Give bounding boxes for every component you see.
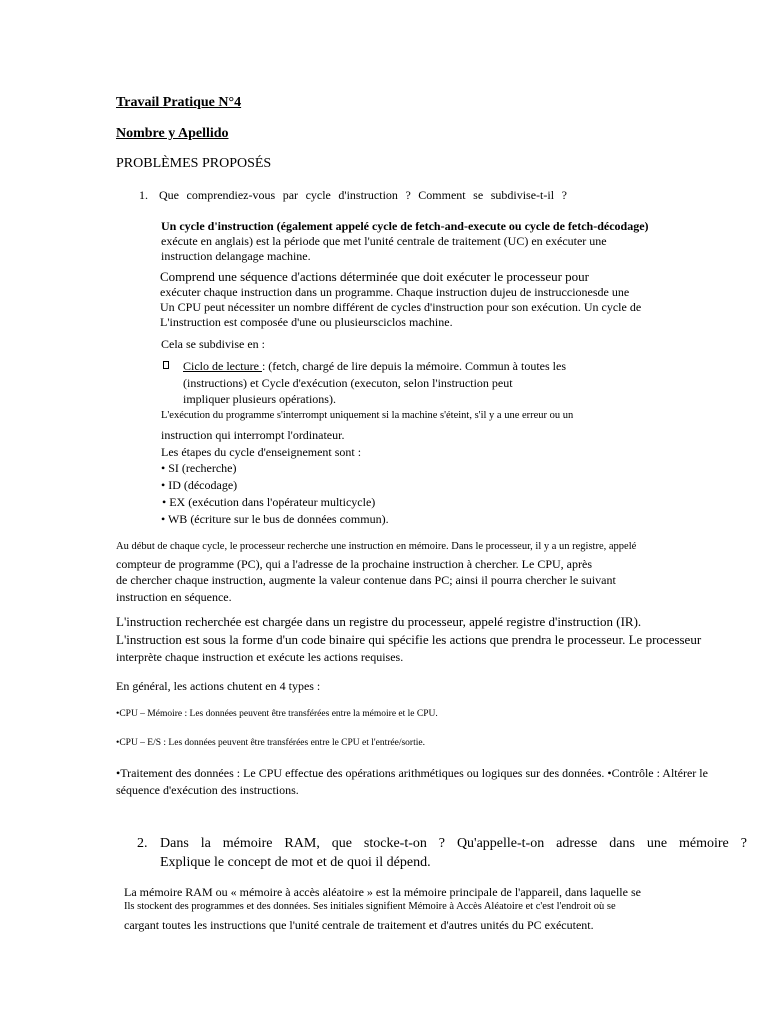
question-1-text: [159, 189, 567, 201]
q2-word: RAM,: [284, 836, 320, 851]
q1-paragraph-line: Un CPU peut nécessiter un nombre différent de cycles d'instruction pour son exécution. Un cycle de: [160, 300, 642, 314]
paragraph-2-line: L'instruction recherchée est chargée dans un registre du processeur, appelé registre d'instruction (IR).: [116, 614, 642, 629]
paragraph-1-line: Au début de chaque cycle, le processeur recherche une instruction en mémoire. Dans le processeur, il y a un registre, appelé: [116, 541, 637, 552]
question-2-line: Explique le concept de mot et de quoi il dépend.: [160, 855, 431, 870]
q1-word: par: [282, 188, 299, 202]
q2-word: dans: [609, 836, 635, 851]
q1-subdivision-intro: Cela se subdivise en :: [161, 337, 265, 351]
type-item: •CPU – E/S : Les données peuvent être transférées entre le CPU et l'entrée/sortie.: [116, 738, 425, 748]
paragraph-2-line: L'instruction est sous la forme d'un code binaire qui spécifie les actions que prendra le processeur. Le processeur: [116, 632, 702, 647]
q2-word: que: [331, 836, 352, 851]
q1-word: se: [473, 188, 484, 202]
q1-word: Que: [159, 188, 179, 202]
q2-word: adresse: [556, 836, 598, 851]
q1-word: Comment: [418, 188, 466, 202]
answer-2-line: cargant toutes les instructions que l'unité centrale de traitement et d'autres unités du PC exécutent.: [124, 918, 594, 932]
q1-word: subdivise-t-il: [490, 188, 555, 202]
q1-step-item: • WB (écriture sur le bus de données commun).: [161, 512, 389, 526]
q1-word: comprendiez-vous: [186, 188, 276, 202]
q1-step-item: • EX (exécution dans l'opérateur multicycle): [162, 495, 376, 509]
q2-word: mémoire: [679, 836, 729, 851]
q2-word: ?: [740, 836, 747, 851]
q2-word: Dans: [160, 836, 189, 851]
types-intro: En général, les actions chutent en 4 types :: [116, 679, 321, 693]
q1-bullet-line: [183, 360, 566, 372]
q2-word: la: [200, 836, 211, 851]
q1-word: ?: [561, 188, 567, 202]
q1-paragraph-line: Comprend une séquence d'actions déterminée que doit exécuter le processeur pour: [160, 269, 590, 284]
q1-definition-line: instruction delangage machine.: [161, 249, 311, 263]
section-heading: PROBLÈMES PROPOSÉS: [116, 156, 272, 171]
q1-word: d'instruction: [338, 188, 398, 202]
q1-execution-line: instruction qui interrompt l'ordinateur.: [161, 428, 345, 442]
paragraph-1-line: compteur de programme (PC), qui a l'adresse de la prochaine instruction à chercher. Le CPU, après: [116, 557, 592, 571]
document-title: Travail Pratique N°4: [116, 95, 242, 110]
q2-word: Qu'appelle-t-on: [456, 836, 545, 851]
q1-execution-line: L'exécution du programme s'interrompt uniquement si la machine s'éteint, s'il y a une erreur ou un: [161, 410, 574, 421]
question-2-text: [160, 837, 747, 851]
answer-2-line: Ils stockent des programmes et des données. Ses initiales signifient Mémoire à Accès Aléatoire et c'est l'endroit où se: [124, 901, 616, 912]
q1-step-item: • ID (décodage): [161, 478, 238, 492]
square-bullet-icon: [163, 361, 169, 369]
fetch-cycle-term: Ciclo de lecture: [183, 359, 262, 373]
q1-definition-line: exécute en anglais) est la période que met l'unité centrale de traitement (UC) en exécuter une: [161, 234, 607, 248]
type-item: •Traitement des données : Le CPU effectue des opérations arithmétiques ou logiques sur des données. •Contrôle : Altérer le: [116, 766, 708, 780]
type-item: •CPU – Mémoire : Les données peuvent être transférées entre la mémoire et le CPU.: [116, 709, 438, 719]
q1-paragraph-line: L'instruction est composée d'une ou plusieursciclos machine.: [160, 315, 453, 329]
student-name-label: Nombre y Apellido: [116, 126, 229, 141]
question-1-number: 1.: [139, 188, 148, 202]
paragraph-2-line: interprète chaque instruction et exécute les actions requises.: [116, 650, 404, 664]
q1-paragraph-line: exécuter chaque instruction dans un programme. Chaque instruction dujeu de instruccionesde une: [160, 285, 630, 299]
q1-bullet-line: (instructions) et Cycle d'exécution (executon, selon l'instruction peut: [183, 376, 513, 390]
paragraph-1-line: de chercher chaque instruction, augmente la valeur contenue dans PC; ainsi il pourra chercher le suivant: [116, 573, 616, 587]
q1-step-item: • SI (recherche): [161, 461, 237, 475]
question-2-number: 2.: [137, 836, 148, 851]
q2-word: une: [646, 836, 668, 851]
q1-bullet-line: impliquer plusieurs opérations).: [183, 392, 336, 406]
type-item: séquence d'exécution des instructions.: [116, 783, 299, 797]
paragraph-1-line: instruction en séquence.: [116, 590, 232, 604]
q2-word: ?: [438, 836, 446, 851]
q1-word: cycle: [305, 188, 331, 202]
answer-2-line: La mémoire RAM ou « mémoire à accès aléatoire » est la mémoire principale de l'appareil, dans laquelle se: [124, 885, 641, 899]
q2-word: mémoire: [222, 836, 273, 851]
fetch-cycle-description: : (fetch, chargé de lire depuis la mémoire. Commun à toutes les: [261, 359, 566, 373]
q2-word: stocke-t-on: [363, 836, 427, 851]
q1-definition-bold: Un cycle d'instruction (également appelé cycle de fetch-and-execute ou cycle de fetch-décodage): [161, 219, 649, 233]
q1-word: ?: [405, 188, 411, 202]
q1-steps-intro: Les étapes du cycle d'enseignement sont :: [161, 445, 362, 459]
